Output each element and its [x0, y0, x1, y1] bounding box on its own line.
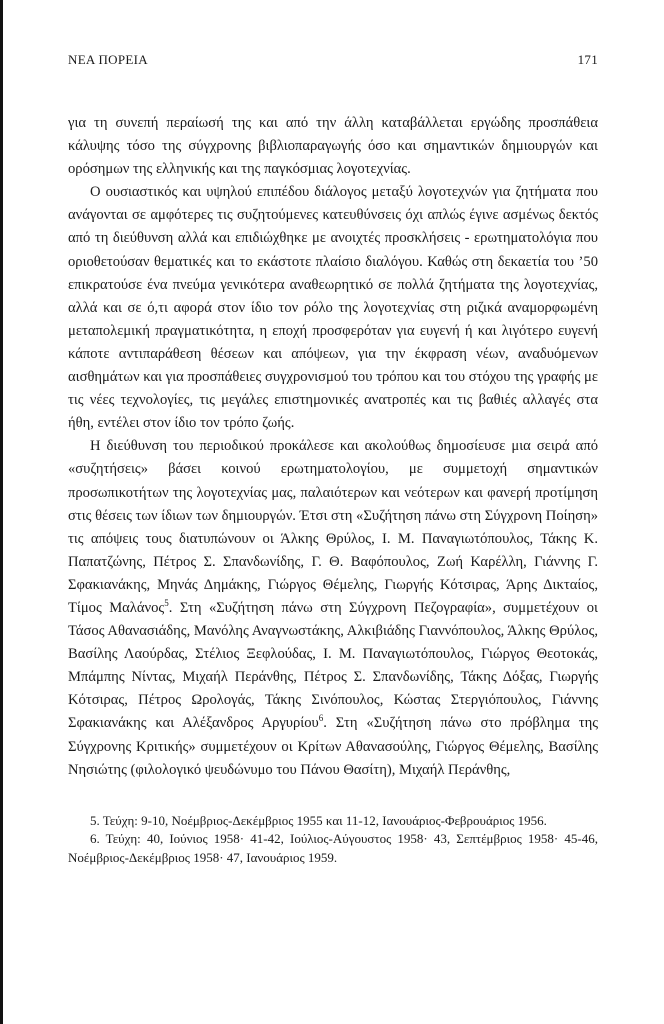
paragraph-3-part-3: . Στη «Συζήτηση πάνω στο πρόβλημα της Σύγχρονης Κριτικής» συμμετέχουν οι Κρίτων Αθανασούλης, Γιώργος Θέμελης, Βασίλης Νησιώτης (φιλολογικό ψευδώνυμο του Πάνου Θασίτη), Μιχαήλ Περάνθης,: [68, 715, 599, 778]
main-text: [68, 112, 598, 782]
paragraph-3-part-1: Η διεύθυνση του περιοδικού προκάλεσε και ακολούθως δημοσίευσε μια σειρά από «συζητήσεις» βάσει κοινού ερωτηματολογίου, με συμμετοχή σημαντικών προσωπικοτήτων της λογοτεχνίας μας, παλαιότερων και νεότερων και φανερή προτίμηση στις θέσεις των ίδιων των δημιουργών. Έτσι στη «Συζήτηση πάνω στη Σύγχρονη Ποίηση» τις απόψεις τους διατυπώνουν οι Άλκης Θρύλος, Ι. Μ. Παναγιωτόπουλος, Τάκης Κ. Παπατζώνης, Πέτρος Σ. Σπανδωνίδης, Γ. Θ. Βαφόπουλος, Ζωή Καρέλλη, Γιάννης Γ. Σφακιανάκης, Μηνάς Δημάκης, Γιώργος Θέμελης, Γιωργής Κότσιρας, Άρης Δικταίος, Τίμος Μαλάνος: [68, 438, 598, 616]
scan-edge: [0, 0, 3, 1024]
footnote-5: 5. Τεύχη: 9-10, Νοέμβριος-Δεκέμβριος 1955 και 11-12, Ιανουάριος-Φεβρουάριος 1956.: [90, 812, 547, 828]
book-page: [68, 52, 598, 867]
paragraph-3-part-2: . Στη «Συζήτηση πάνω στη Σύγχρονη Πεζογραφία», συμμετέχουν οι Τάσος Αθανασιάδης, Μανόλης Αναγνωστάκης, Αλκιβιάδης Γιαννόπουλος, Άλκης Θρύλος, Βασίλης Λαούρδας, Στέλιος Ξεφλούδας, Ι. Μ. Παναγιωτόπουλος, Γιώργος Θεοτοκάς, Μπάμπης Νίντας, Μιχαήλ Περάνθης, Πέτρος Σ. Σπανδωνίδης, Τάκης Δόξας, Γιωργής Κότσιρας, Πέτρος Ωρολογάς, Τάκης Σινόπουλος, Κώστας Στεργιόπουλος, Γιάννης Σφακιανάκης και Αλέξανδρος Αργυρίου: [68, 599, 598, 732]
footnote-ref-5: 5: [164, 598, 169, 609]
paragraph-2: Ο ουσιαστικός και υψηλού επιπέδου διάλογος μεταξύ λογοτεχνών για ζητήματα που ανάγονται σε αμφότερες τις συζητούμενες κατευθύνσεις όχι απλώς έγινε ασμένως δεκτός από τη διεύθυνση αλλά και επιδιώχθηκε με ανοιχτές προσκλήσεις - ερωτηματολόγια που οριοθετούσαν θεματικές και το εκάστοτε πλαίσιο διαλόγου. Καθώς στη δεκαετία του ’50 επικρατούσε ένα πνεύμα γενικότερα αναθεωρητικό σε πολλά ζητήματα της λογοτεχνίας, αλλά και σε ό,τι αφορά στον ίδιο τον ρόλο της λογοτεχνίας στη ριζικά αναμορφωμένη μεταπολεμική πραγματικότητα, η εποχή προσφερόταν για ευγενή ή και λιγότερο ευγενή κάποτε αντιπαράθεση θέσεων και απόψεων, για την έκφραση νέων, αναδυόμενων αισθημάτων και για προσπάθειες συγχρονισμού του τρόπου και του στόχου της γραφής με τις νέες τεχνολογίες, τις μεγάλες επιστημονικές ανατροπές και τις βαθιές αλλαγές στα ήθη, εντέλει στον ίδιο τον τρόπο ζωής.: [68, 184, 598, 432]
running-header: [68, 52, 598, 76]
footnote-ref-6: 6: [318, 713, 324, 724]
footnote-6: 6. Τεύχη: 40, Ιούνιος 1958· 41-42, Ιούλιος-Αύγουστος 1958· 43, Σεπτέμβριος 1958· 45-46, Νοέμβριος-Δεκέμβριος 1958· 47, Ιανουάριος 1959.: [68, 831, 598, 865]
footnotes: [68, 812, 598, 868]
page-number: 171: [577, 52, 598, 67]
journal-title: ΝΕΑ ΠΟΡΕΙΑ: [68, 52, 148, 67]
paragraph-1: για τη συνεπή περαίωσή της και από την άλλη καταβάλλεται εργώδης προσπάθεια κάλυψης τόσο της σύγχρονης βιβλιοπαραγωγής όσο και σημαντικών δημιουργών και ορόσημων της ελληνικής και της παγκόσμιας λογοτεχνίας.: [68, 115, 598, 178]
paragraph-3: [68, 435, 598, 781]
